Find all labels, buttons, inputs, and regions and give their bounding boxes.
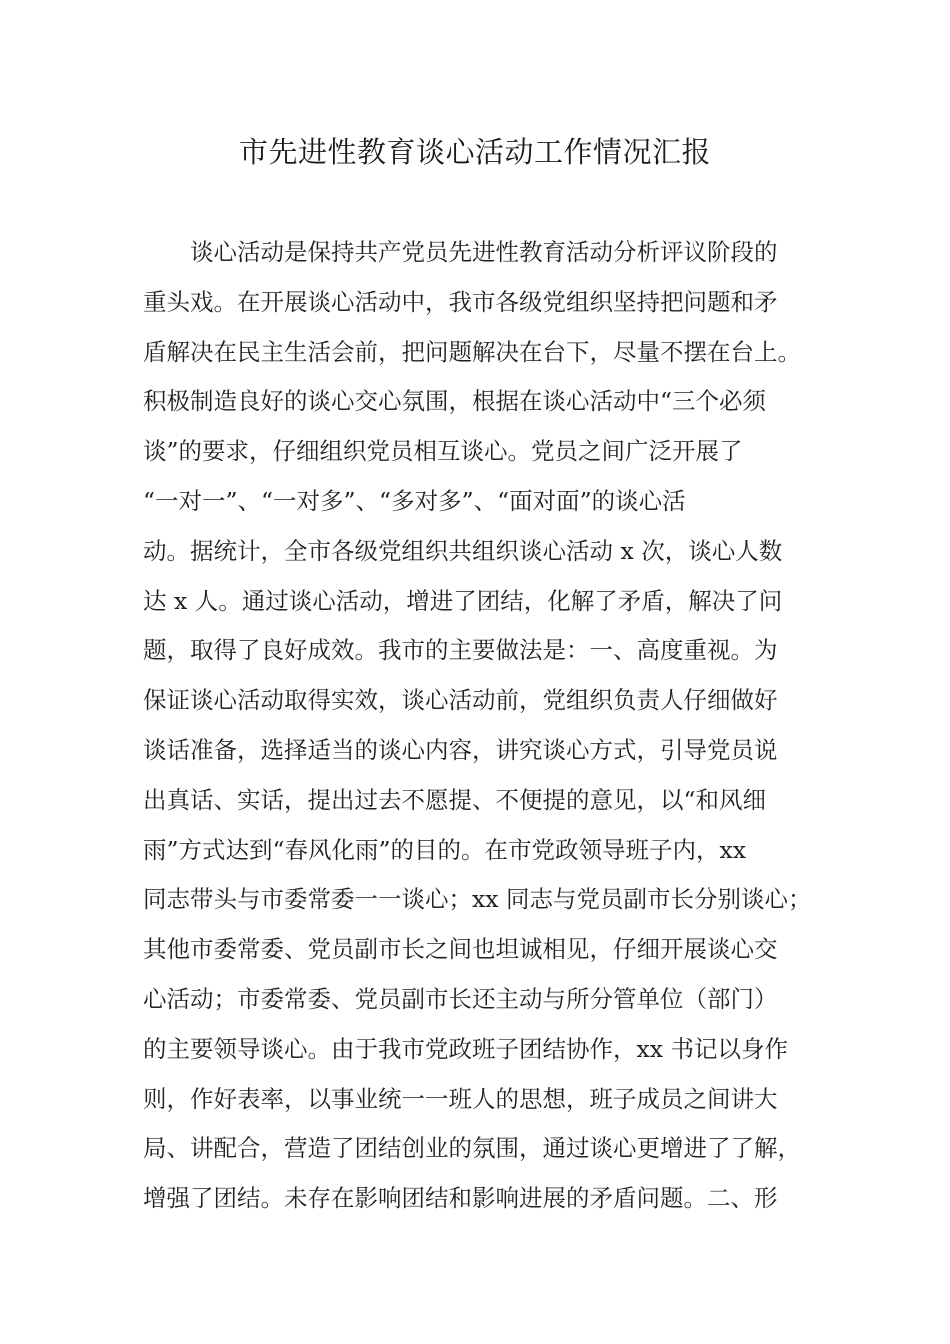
body-line: 局、讲配合，营造了团结创业的氛围，通过谈心更增进了了解， (143, 1134, 801, 1163)
body-line: 的主要领导谈心。由于我市党政班子团结协作，xx 书记以身作 (143, 1034, 788, 1063)
body-line: “一对一”、“一对多”、“多对多”、“面对面”的谈心活 (143, 486, 686, 515)
body-line: 谈话准备，选择适当的谈心内容，讲究谈心方式，引导党员说 (143, 735, 778, 764)
body-line: 达 x 人。通过谈心活动，增进了团结，化解了矛盾，解决了问 (143, 586, 783, 615)
document-title: 市先进性教育谈心活动工作情况汇报 (238, 135, 711, 169)
body-line: 雨”方式达到“春风化雨”的目的。在市党政领导班子内，xx (143, 835, 747, 864)
body-line: 谈”的要求，仔细组织党员相互谈心。党员之间广泛开展了 (143, 437, 743, 466)
body-line: 积极制造良好的谈心交心氛围，根据在谈心活动中“三个必须 (143, 387, 767, 416)
body-line: 同志带头与市委常委一一谈心；xx 同志与党员副市长分别谈心； (143, 885, 812, 914)
body-line: 心活动；市委常委、党员副市长还主动与所分管单位（部门） (143, 984, 778, 1013)
body-line: 其他市委常委、党员副市长之间也坦诚相见，仔细开展谈心交 (143, 935, 778, 964)
body-line: 题，取得了良好成效。我市的主要做法是：一、高度重视。为 (143, 636, 778, 665)
document-body (143, 228, 863, 1224)
body-line: 谈心活动是保持共产党员先进性教育活动分析评议阶段的 (190, 238, 778, 266)
body-line: 盾解决在民主生活会前，把问题解决在台下，尽量不摆在台上。 (143, 337, 801, 366)
body-line: 保证谈心活动取得实效，谈心活动前，党组织负责人仔细做好 (143, 686, 778, 715)
body-line: 增强了团结。未存在影响团结和影响进展的矛盾问题。二、形 (143, 1184, 778, 1213)
body-line: 出真话、实话，提出过去不愿提、不便提的意见，以“和风细 (143, 785, 767, 814)
body-line: 动。据统计，全市各级党组织共组织谈心活动 x 次，谈心人数 (143, 536, 783, 565)
body-line: 重头戏。在开展谈心活动中，我市各级党组织坚持把问题和矛 (143, 287, 778, 316)
body-line: 则，作好表率，以事业统一一班人的思想，班子成员之间讲大 (143, 1084, 778, 1113)
